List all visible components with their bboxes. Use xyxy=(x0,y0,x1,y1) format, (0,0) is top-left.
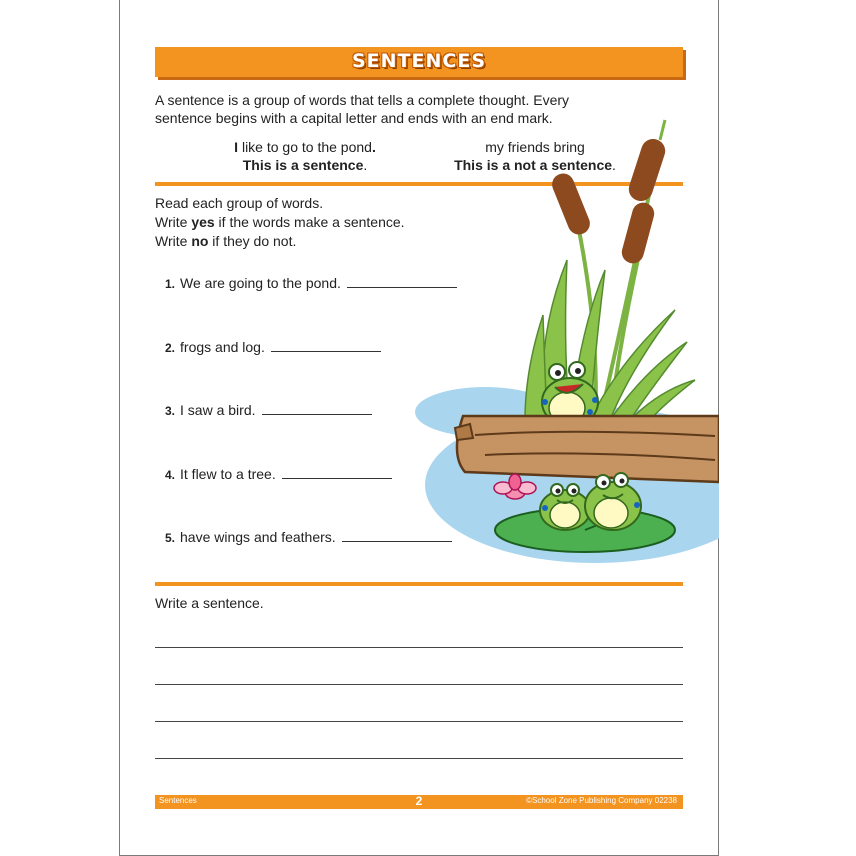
directions-text: if they do not. xyxy=(208,233,297,249)
directions-text: Write xyxy=(155,214,192,230)
cattail-icon xyxy=(549,120,668,266)
verdict-end-mark: . xyxy=(363,157,368,173)
answer-blank[interactable] xyxy=(262,413,372,415)
directions-line-3 xyxy=(155,232,405,251)
example-verdict: This is a sentence xyxy=(242,157,364,173)
capital-letter: I xyxy=(234,139,239,155)
verdict-end-mark: . xyxy=(612,157,616,173)
question-number: 3. xyxy=(165,404,176,418)
intro-line-2: sentence begins with a capital letter and ends with an end mark. xyxy=(155,110,553,126)
answer-blank[interactable] xyxy=(282,477,392,479)
end-mark: . xyxy=(371,139,376,155)
question-text: We are going to the pond. xyxy=(180,275,341,291)
write-prompt: Write a sentence. xyxy=(155,595,264,611)
example-fragment-text: my friends bring xyxy=(485,139,585,155)
example-sentence xyxy=(200,138,410,174)
writing-line[interactable] xyxy=(155,684,683,685)
page-footer xyxy=(155,795,683,809)
title-banner xyxy=(155,47,683,77)
answer-blank[interactable] xyxy=(271,350,381,352)
writing-line[interactable] xyxy=(155,721,683,722)
keyword-no: no xyxy=(191,233,209,249)
directions xyxy=(155,194,405,251)
keyword-yes: yes xyxy=(191,214,215,230)
question-text: I saw a bird. xyxy=(180,402,256,418)
copyright: ©School Zone Publishing Company 02238 xyxy=(526,796,677,805)
log-icon xyxy=(455,416,719,482)
directions-line-1: Read each group of words. xyxy=(155,195,324,211)
directions-text: Write xyxy=(155,233,192,249)
example-verdict: This is a not a sentence xyxy=(454,157,613,173)
directions-text: if the words make a sentence. xyxy=(214,214,405,230)
footer-section: Sentences xyxy=(159,796,197,805)
question-item xyxy=(165,402,372,418)
writing-line[interactable] xyxy=(155,758,683,759)
question-text: frogs and log. xyxy=(180,339,265,355)
directions-line-2 xyxy=(155,213,405,232)
question-text: have wings and feathers. xyxy=(180,529,336,545)
question-text: It flew to a tree. xyxy=(180,466,276,482)
page-number: 2 xyxy=(415,794,423,808)
question-item xyxy=(165,339,381,355)
question-number: 1. xyxy=(165,277,176,291)
page-title: SENTENCES xyxy=(351,50,486,72)
example-sentence-text: like to go to the pond xyxy=(238,139,372,155)
writing-line[interactable] xyxy=(155,647,683,648)
question-number: 2. xyxy=(165,341,176,355)
divider-rule xyxy=(155,582,683,586)
pond-illustration xyxy=(395,110,719,580)
question-item xyxy=(165,466,392,482)
question-number: 5. xyxy=(165,531,176,545)
intro-line-1: A sentence is a group of words that tells a complete thought. Every xyxy=(155,92,570,108)
question-number: 4. xyxy=(165,468,176,482)
